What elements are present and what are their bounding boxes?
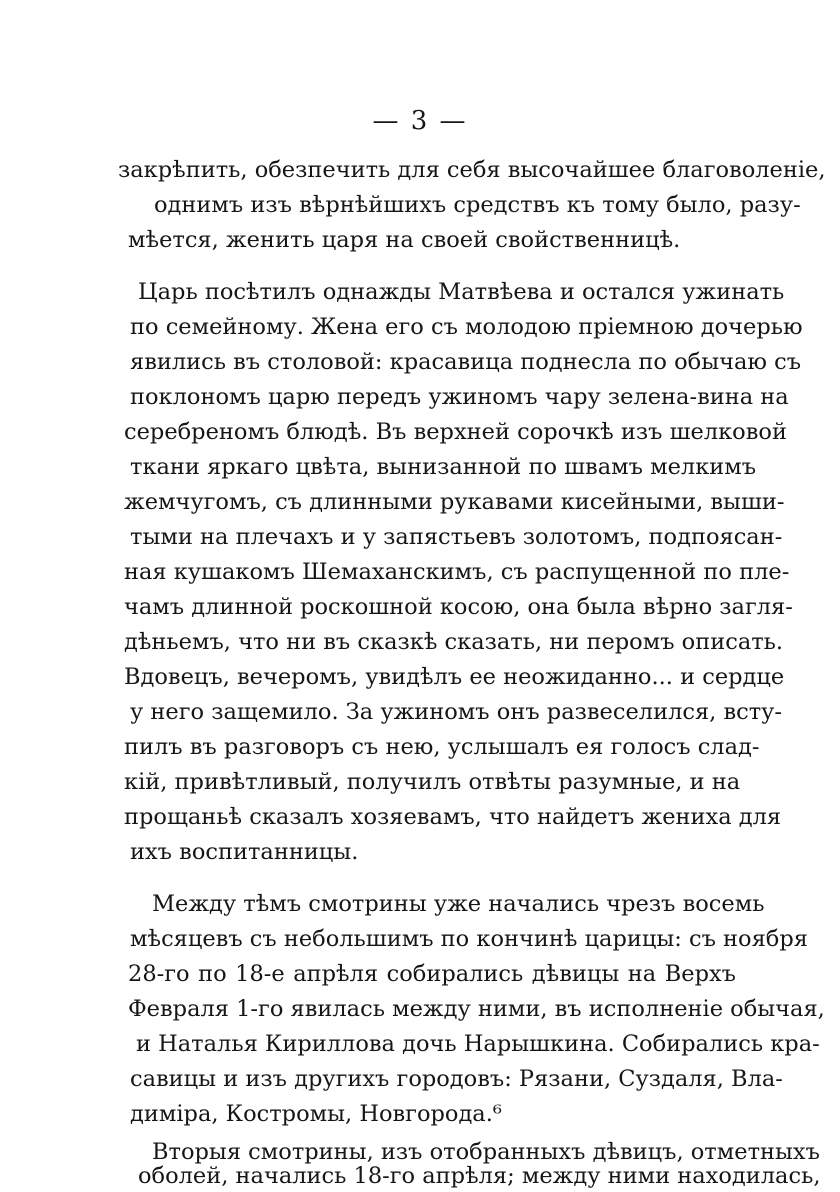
text-line: мѣсяцевъ съ небольшимъ по кончинѣ царицы: съ ноября xyxy=(130,926,808,952)
text-line: диміра, Костромы, Новгорода.⁶ xyxy=(130,1101,502,1127)
text-line: и Наталья Кириллова дочь Нарышкина. Собирались кра- xyxy=(136,1031,820,1057)
text-line: оболей, начались 18-го апрѣля; между ними находилась, xyxy=(138,1163,821,1189)
page-number: — 3 — xyxy=(372,106,468,136)
text-line: жемчугомъ, съ длинными рукавами кисейными, выши- xyxy=(124,489,785,515)
text-line: Вторыя смотрины, изъ отобранныхъ дѣвицъ, отметныхъ xyxy=(152,1139,820,1165)
text-line: поклономъ царю передъ ужиномъ чару зелена-вина на xyxy=(130,384,789,410)
text-line: кій, привѣтливый, получилъ отвѣты разумные, и на xyxy=(124,769,741,795)
text-line: закрѣпить, обезпечить для себя высочайшее благоволеніе, xyxy=(118,157,826,183)
text-line: по семейному. Жена его съ молодою пріемною дочерью xyxy=(130,314,803,340)
text-line: савицы и изъ другихъ городовъ: Рязани, Суздаля, Вла- xyxy=(130,1066,783,1092)
text-line: серебреномъ блюдѣ. Въ верхней сорочкѣ изъ шелковой xyxy=(124,419,787,445)
text-line: Между тѣмъ смотрины уже начались чрезъ восемь xyxy=(152,891,765,917)
text-line: ихъ воспитанницы. xyxy=(130,839,359,865)
text-line: Царь посѣтилъ однажды Матвѣева и остался ужинать xyxy=(138,279,785,305)
text-line: чамъ длинной роскошной косою, она была вѣрно загля- xyxy=(124,594,793,620)
text-line: Февраля 1-го явилась между ними, въ исполненіе обычая, xyxy=(128,996,825,1022)
text-line: однимъ изъ вѣрнѣйшихъ средствъ къ тому было, разу- xyxy=(154,192,801,218)
text-line: мѣется, женить царя на своей свойственницѣ. xyxy=(128,227,681,253)
text-line: явились въ столовой: красавица поднесла по обычаю съ xyxy=(130,349,802,375)
text-line: прощаньѣ сказалъ хозяевамъ, что найдетъ жениха для xyxy=(124,804,782,830)
text-line: ная кушакомъ Шемаханскимъ, съ распущенной по пле- xyxy=(124,559,790,585)
text-line: у него защемило. За ужиномъ онъ развеселился, всту- xyxy=(130,699,783,725)
text-line: Вдовецъ, вечеромъ, увидѣлъ ее неожиданно... и сердце xyxy=(124,664,785,690)
text-line: 28-го по 18-е апрѣля собирались дѣвицы на Верхъ xyxy=(128,961,736,987)
text-line: дѣньемъ, что ни въ сказкѣ сказать, ни перомъ описать. xyxy=(124,629,784,655)
text-line: пилъ въ разговоръ съ нею, услышалъ ея голосъ слад- xyxy=(124,734,760,760)
text-line: ткани яркаго цвѣта, вынизанной по швамъ мелкимъ xyxy=(130,454,757,480)
text-line: тыми на плечахъ и у запястьевъ золотомъ, подпоясан- xyxy=(130,524,783,550)
